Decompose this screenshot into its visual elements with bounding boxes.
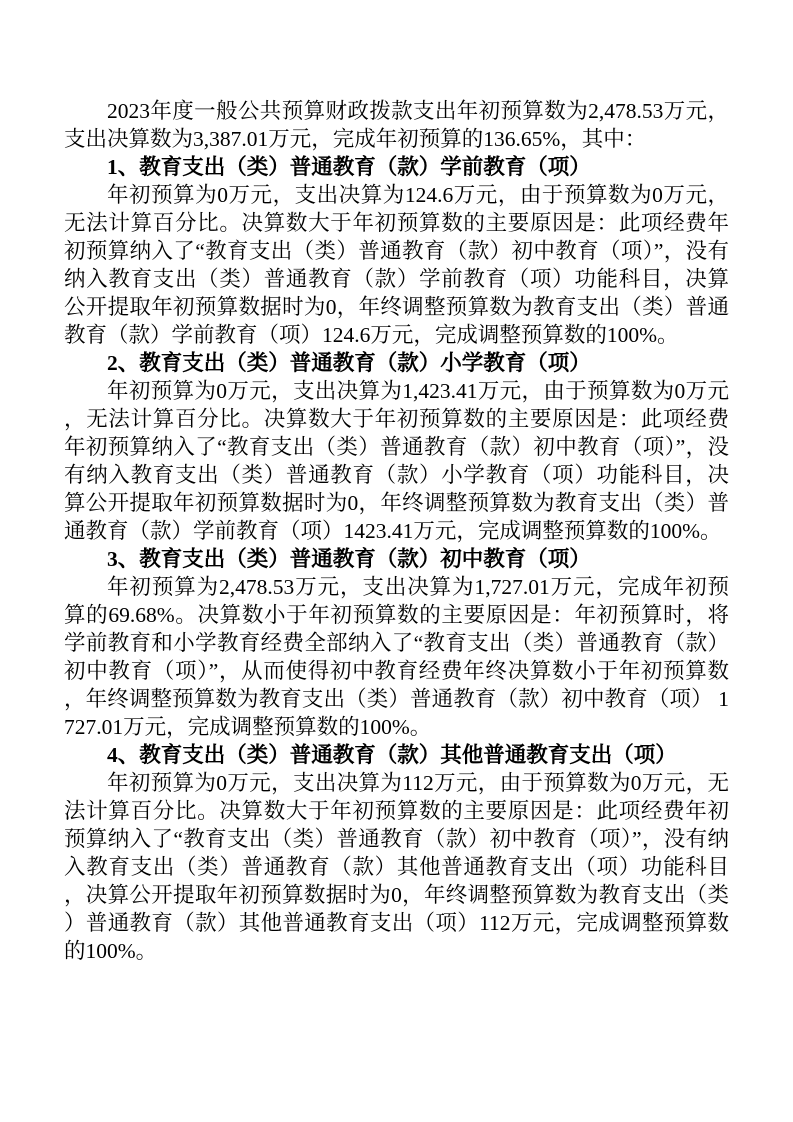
section-3-body: 年初预算为2,478.53万元，支出决算为1,727.01万元，完成年初预算的69.68%。决算数小于年初预算数的主要原因是：年初预算时，将学前教育和小学教育经费全部纳入了“教育支出（类）普通教育（款）初中教育（项）”，从而使得初中教育经费年终决算数小于年初预算数，年终调整预算数为教育支出（类）普通教育（款）初中教育（项） 1727.01万元，完成调整预算数的100%。	[64, 575, 729, 739]
section-2-body: 年初预算为0万元，支出决算为1,423.41万元，由于预算数为0万元，无法计算百分比。决算数大于年初预算数的主要原因是：此项经费年初预算纳入了“教育支出（类）普通教育（款）初中教育（项）”，没有纳入教育支出（类）普通教育（款）小学教育（项）功能科目，决算公开提取年初预算数据时为0，年终调整预算数为教育支出（类）普通教育（款）学前教育（项）1423.41万元，完成调整预算数的100%。	[64, 379, 729, 543]
intro-paragraph: 2023年度一般公共预算财政拨款支出年初预算数为2,478.53万元，支出决算数为3,387.01万元，完成年初预算的136.65%，其中：	[64, 99, 729, 151]
section-4-body: 年初预算为0万元，支出决算为112万元，由于预算数为0万元，无法计算百分比。决算数大于年初预算数的主要原因是：此项经费年初预算纳入了“教育支出（类）普通教育（款）初中教育（项）”，没有纳入教育支出（类）普通教育（款）其他普通教育支出（项）功能科目，决算公开提取年初预算数据时为0，年终调整预算数为教育支出（类）普通教育（款）其他普通教育支出（项）112万元，完成调整预算数的100%。	[64, 771, 729, 963]
section-3-heading-junior-high-education: 3、教育支出（类）普通教育（款）初中教育（项）	[107, 547, 591, 571]
section-1-body: 年初预算为0万元，支出决算为124.6万元，由于预算数为0万元，无法计算百分比。决算数大于年初预算数的主要原因是：此项经费年初预算纳入了“教育支出（类）普通教育（款）初中教育（项）”，没有纳入教育支出（类）普通教育（款）学前教育（项）功能科目，决算公开提取年初预算数据时为0，年终调整预算数为教育支出（类）普通教育（款）学前教育（项）124.6万元，完成调整预算数的100%。	[64, 183, 729, 347]
section-1-heading-preschool-education: 1、教育支出（类）普通教育（款）学前教育（项）	[107, 155, 591, 179]
section-2-heading-primary-education: 2、教育支出（类）普通教育（款）小学教育（项）	[107, 351, 591, 375]
section-4-heading-other-general-education: 4、教育支出（类）普通教育（款）其他普通教育支出（项）	[107, 743, 677, 767]
